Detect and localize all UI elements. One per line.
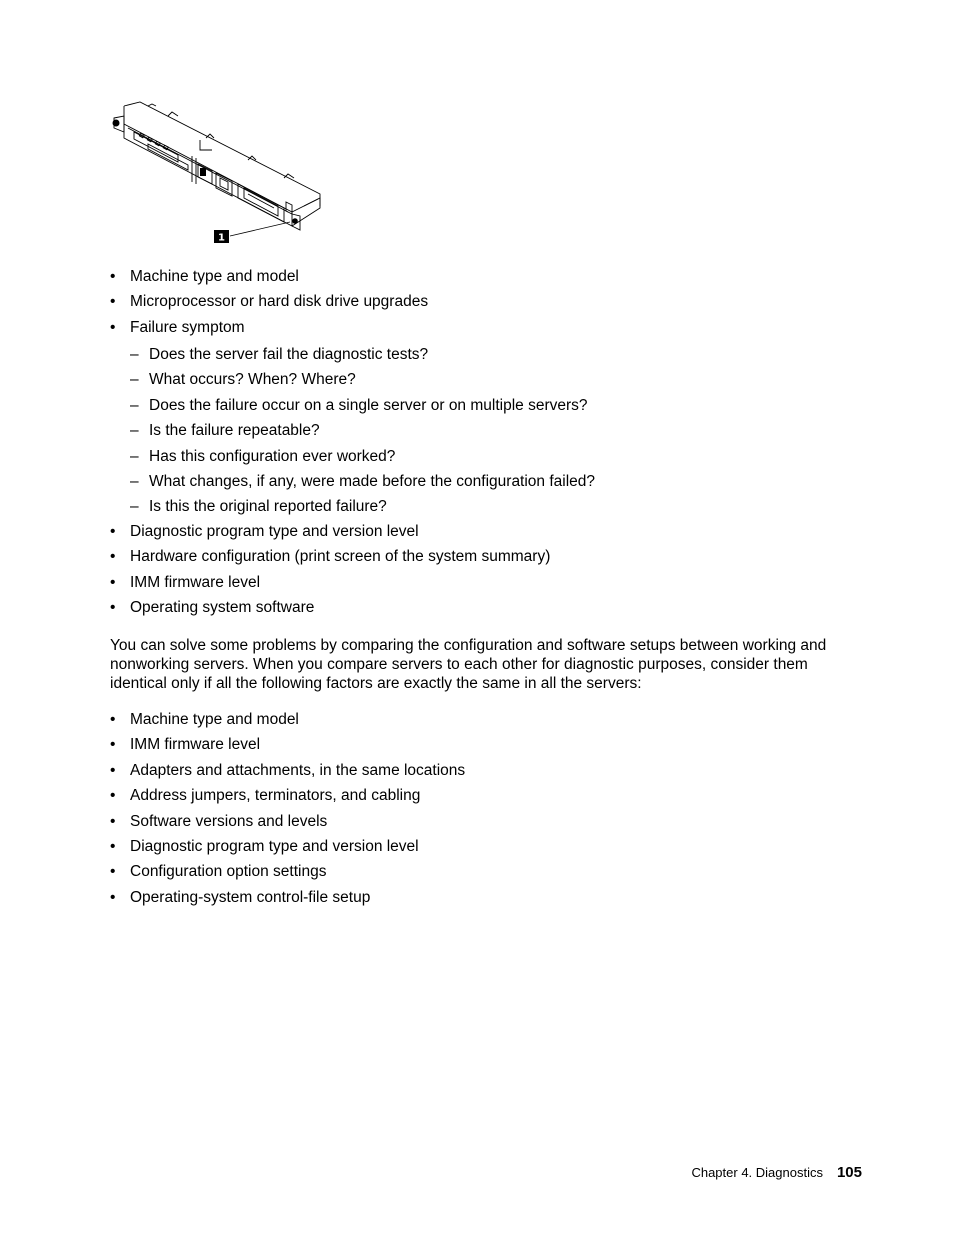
system-info-list-continued: [110, 522, 550, 624]
list-item: • Microprocessor or hard disk drive upgrades: [110, 293, 429, 311]
list-item: • Machine type and model: [110, 711, 299, 728]
identical-factors-list: [110, 710, 465, 913]
server-front-illustration: [108, 98, 328, 246]
list-item: • IMM firmware level: [110, 736, 261, 754]
comparison-paragraph: You can solve some problems by comparing the configuration and software setups between working and nonworking servers. When you compare servers to each other for diagnostic purposes, consider them identical only if all the following factors are exactly the same in all the servers:: [110, 637, 827, 692]
sublist-item: – Is the failure repeatable?: [130, 422, 320, 440]
list-item: • Diagnostic program type and version level: [110, 837, 419, 855]
chapter-label: Chapter 4. Diagnostics: [691, 1165, 823, 1180]
failure-symptom-sublist: [130, 345, 595, 523]
sublist-item: – What occurs? When? Where?: [130, 371, 356, 389]
page-number: 105: [836, 1164, 862, 1181]
list-item: • Operating-system control-file setup: [110, 888, 371, 906]
sublist-item: – Has this configuration ever worked?: [130, 447, 396, 465]
sublist-item: – Is this the original reported failure?: [130, 498, 387, 516]
callout-label: 1: [218, 232, 225, 244]
list-item: • Failure symptom: [110, 318, 245, 336]
list-item: • Configuration option settings: [110, 863, 327, 881]
sublist-item: – What changes, if any, were made before the configuration failed?: [130, 472, 596, 490]
list-item: • IMM firmware level: [110, 573, 261, 591]
list-item: • Operating system software: [110, 599, 315, 617]
list-item: • Hardware configuration (print screen of the system summary): [110, 548, 551, 566]
list-item: • Machine type and model: [110, 268, 299, 285]
list-item: • Software versions and levels: [110, 812, 328, 830]
system-info-list: [110, 267, 428, 343]
list-item: • Adapters and attachments, in the same locations: [110, 761, 466, 779]
list-item: • Address jumpers, terminators, and cabling: [110, 787, 421, 805]
sublist-item: – Does the server fail the diagnostic tests?: [130, 346, 429, 363]
page-footer: [691, 1164, 862, 1181]
list-item: • Diagnostic program type and version level: [110, 523, 419, 540]
sublist-item: – Does the failure occur on a single server or on multiple servers?: [130, 396, 588, 414]
